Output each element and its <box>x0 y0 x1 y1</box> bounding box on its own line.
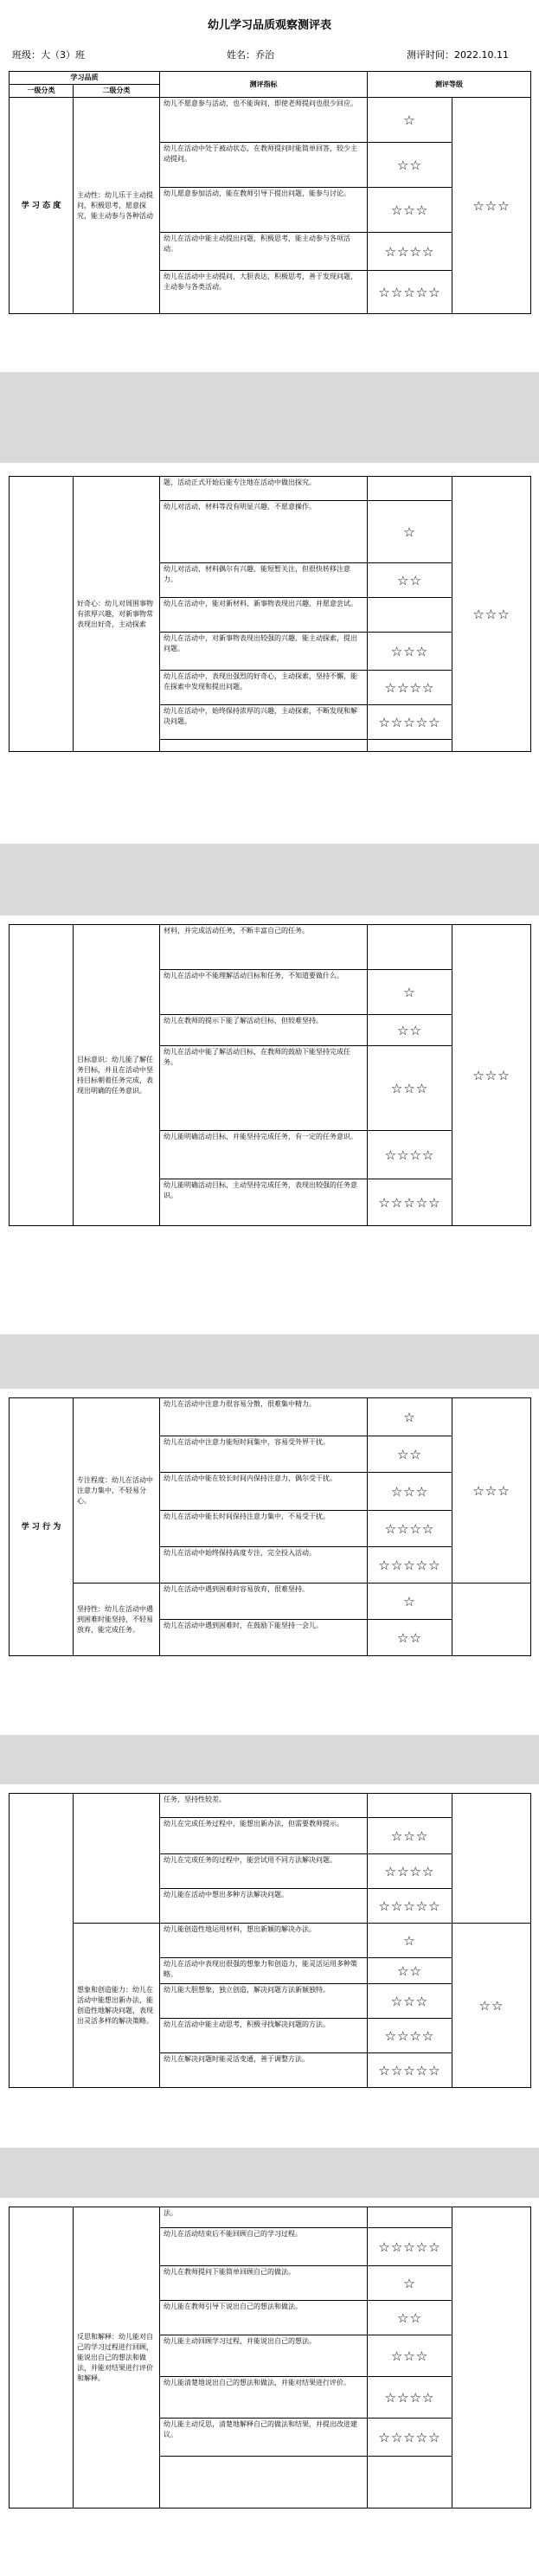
star-rating: ☆☆☆☆☆ <box>368 705 452 740</box>
page-6 <box>0 2198 539 2576</box>
star-rating: ☆☆☆☆☆ <box>368 2419 452 2457</box>
star-rating: ☆☆☆☆☆ <box>368 1547 452 1584</box>
indicator-row: 幼儿在活动中，对新事物表现出较强的兴趣，能主动探索，提出问题。 <box>160 633 368 671</box>
star-rating: ☆☆☆☆☆ <box>368 2053 452 2088</box>
star-rating: ☆☆☆ <box>368 633 452 671</box>
section-initiative: 主动性：幼儿乐于主动提问，积极思考，愿意探究，能主动参与各种活动 <box>74 98 160 314</box>
section-solve: 想象和创造能力：幼儿在活动中能想出新办法，能创造性地解决问题，表现出灵活多样的解决策略。 <box>74 1924 160 2088</box>
star-rating: ☆ <box>368 1924 452 1958</box>
indicator-row: 幼儿能在活动中想出多种方法解决问题。 <box>160 1889 368 1924</box>
star-rating: ☆ <box>368 2266 452 2301</box>
category-blank <box>10 477 74 752</box>
date-label: 测评时间：2022.10.11 <box>407 49 509 61</box>
overall-rating: ☆☆☆ <box>452 98 531 314</box>
overall-rating: ☆☆☆ <box>452 925 531 1226</box>
star-rating: ☆☆☆☆☆ <box>368 1889 452 1924</box>
indicator-row <box>160 2457 368 2509</box>
star-rating: ☆☆☆☆ <box>368 233 452 271</box>
page-gap <box>0 372 539 463</box>
indicator-row: 幼儿对活动，材料等没有明显兴趣，不愿意操作。 <box>160 501 368 563</box>
section-goal: 目标意识：幼儿能了解任务目标，并且在活动中坚持目标朝着任务完成，表现出明确的任务意识。 <box>74 925 160 1226</box>
star-rating: ☆☆☆☆☆ <box>368 271 452 314</box>
star-rating: ☆☆☆☆ <box>368 1511 452 1547</box>
indicator-row: 幼儿在活动中，始终保持浓厚的兴趣，主动探索，不断发现和解决问题。 <box>160 705 368 740</box>
indicator-row: 幼儿能主动反思，清楚地解释自己的做法和结果，并提出改进建议。 <box>160 2419 368 2457</box>
indicator-header: 测评指标 <box>160 72 368 98</box>
indicator-row: 幼儿在活动中，表现出强烈的好奇心，主动探索，坚持不懈，能在探索中发现和提出问题。 <box>160 671 368 705</box>
level-header: 测评等级 <box>368 72 531 98</box>
level2-header: 二级分类 <box>74 85 160 98</box>
section-blank <box>74 1794 160 1924</box>
star-rating: ☆ <box>368 98 452 143</box>
page-1 <box>0 0 539 372</box>
indicator-row: 幼儿在完成任务的过程中，能尝试用不同方法解决问题。 <box>160 1854 368 1889</box>
star-rating: ☆☆☆☆ <box>368 2019 452 2053</box>
indicator-row: 幼儿能主动回顾学习过程，并能说出自己的想法。 <box>160 2335 368 2377</box>
indicator-row: 幼儿能明确活动目标，并能坚持完成任务，有一定的任务意识。 <box>160 1131 368 1179</box>
indicator-row: 幼儿在活动中，能对新材料、新事物表现出兴趣，并愿意尝试。 <box>160 598 368 633</box>
indicator-row: 幼儿在活动中遇到困难时，在鼓励下能坚持一会儿。 <box>160 1620 368 1656</box>
star-rating: ☆☆☆ <box>368 2335 452 2377</box>
class-label: 班级：大（3）班 <box>12 49 85 61</box>
star-rating <box>368 925 452 970</box>
indicator-row: 幼儿不愿意参与活动，也不能询问，即使老师提问也很少回应。 <box>160 98 368 143</box>
star-rating: ☆☆ <box>368 1620 452 1656</box>
page-gap <box>0 1334 539 1389</box>
star-rating: ☆☆☆☆ <box>368 1854 452 1889</box>
indicator-row: 幼儿在解决问题时能灵活变通，善于调整方法。 <box>160 2053 368 2088</box>
indicator-row: 幼儿能大胆想象，独立创造，解决问题方法新颖独特。 <box>160 1984 368 2019</box>
section-curiosity: 好奇心：幼儿对周围事物有浓厚兴趣，对新事物常表现出好奇，主动探索 <box>74 477 160 752</box>
section-persist: 坚持性：幼儿在活动中遇到困难时能坚持，不轻易放弃，能完成任务。 <box>74 1584 160 1656</box>
overall-rating: ☆☆ <box>452 1924 531 2088</box>
overall-rating: ☆☆☆ <box>452 1398 531 1584</box>
indicator-row: 幼儿在活动中能了解活动目标，在教师的鼓励下能坚持完成任务。 <box>160 1046 368 1131</box>
indicator-row: 幼儿愿意参加活动，能在教师引导下提出问题，能参与讨论。 <box>160 188 368 233</box>
category-attitude: 学 习 态 度 <box>10 98 74 314</box>
indicator-row: 幼儿能在教师引导下说出自己的想法和做法。 <box>160 2301 368 2335</box>
category-blank <box>10 925 74 1226</box>
star-rating: ☆☆ <box>368 2301 452 2335</box>
quality-header: 学习品质 <box>10 72 160 85</box>
assessment-table-6 <box>9 2207 531 2509</box>
category-blank <box>10 2207 74 2509</box>
indicator-row: 幼儿对活动，材料偶尔有兴趣，能短暂关注，但很快转移注意力。 <box>160 563 368 598</box>
indicator-row: 幼儿在活动中遇到困难时容易放弃，很难坚持。 <box>160 1584 368 1620</box>
level1-header: 一级分类 <box>10 85 74 98</box>
star-rating: ☆☆ <box>368 563 452 598</box>
indicator-row: 法。 <box>160 2207 368 2228</box>
overall-rating <box>452 1584 531 1656</box>
star-rating: ☆ <box>368 970 452 1015</box>
indicator-row: 幼儿在活动中处于被动状态，在教师提问时能简单回答，较少主动提问。 <box>160 143 368 188</box>
overall-rating <box>452 2207 531 2509</box>
indicator-row: 幼儿在活动中能主动思考，积极寻找解决问题的方法。 <box>160 2019 368 2053</box>
assessment-table-4 <box>9 1397 531 1656</box>
star-rating: ☆☆ <box>368 1436 452 1473</box>
star-rating: ☆☆☆☆☆ <box>368 2228 452 2266</box>
assessment-table-3 <box>9 924 531 1226</box>
page-5 <box>0 1784 539 2148</box>
name-label: 姓名：乔治 <box>227 49 274 61</box>
star-rating: ☆☆☆ <box>368 1984 452 2019</box>
indicator-row <box>160 740 368 752</box>
indicator-row: 幼儿在活动中不能理解活动目标和任务，不知道要做什么。 <box>160 970 368 1015</box>
assessment-table-2 <box>9 476 531 752</box>
category-blank <box>10 1794 74 2088</box>
star-rating: ☆☆☆ <box>368 1473 452 1511</box>
indicator-row: 幼儿在活动中注意力能短时间集中，容易受外界干扰。 <box>160 1436 368 1473</box>
page-gap <box>0 2148 539 2198</box>
indicator-row: 幼儿在活动结束后不能回顾自己的学习过程。 <box>160 2228 368 2266</box>
star-rating: ☆ <box>368 1584 452 1620</box>
indicator-row: 幼儿在活动中主动提问，大胆表达，积极思考，善于发现问题，主动参与各类活动。 <box>160 271 368 314</box>
overall-rating <box>452 1794 531 1924</box>
star-rating <box>368 740 452 752</box>
section-focus: 专注程度：幼儿在活动中注意力集中，不轻易分心。 <box>74 1398 160 1584</box>
indicator-row: 幼儿在活动中始终保持高度专注，完全投入活动。 <box>160 1547 368 1584</box>
indicator-row: 幼儿在活动中表现出很强的想象力和创造力，能灵活运用多种策略。 <box>160 1958 368 1984</box>
star-rating: ☆☆☆ <box>368 1818 452 1854</box>
assessment-table-5 <box>9 1793 531 2088</box>
category-behavior: 学 习 行 为 <box>10 1398 74 1656</box>
star-rating <box>368 2207 452 2228</box>
star-rating: ☆ <box>368 1398 452 1436</box>
overall-rating: ☆☆☆ <box>452 477 531 752</box>
page-3 <box>0 915 539 1334</box>
indicator-row: 幼儿在活动中注意力很容易分散，很难集中精力。 <box>160 1398 368 1436</box>
indicator-row: 任务，坚持性较差。 <box>160 1794 368 1818</box>
star-rating: ☆☆ <box>368 1015 452 1046</box>
assessment-table-1 <box>9 71 531 314</box>
indicator-row: 题，活动正式开始后能专注地在活动中做出探究。 <box>160 477 368 501</box>
star-rating <box>368 2457 452 2509</box>
star-rating: ☆☆☆☆ <box>368 2377 452 2419</box>
indicator-row: 幼儿在教师提问下能简单回顾自己的做法。 <box>160 2266 368 2301</box>
document-title: 幼儿学习品质观察测评表 <box>207 19 331 32</box>
indicator-row: 幼儿能明确活动目标，主动坚持完成任务，表现出较强的任务意识。 <box>160 1179 368 1226</box>
star-rating <box>368 477 452 501</box>
indicator-row: 幼儿在活动中能主动提出问题，积极思考，能主动参与各项活动。 <box>160 233 368 271</box>
indicator-row: 材料，并完成活动任务，不断丰富自己的任务。 <box>160 925 368 970</box>
indicator-row: 幼儿在活动中能长时间保持注意力集中，不易受干扰。 <box>160 1511 368 1547</box>
star-rating: ☆☆ <box>368 143 452 188</box>
star-rating: ☆☆☆☆ <box>368 671 452 705</box>
star-rating: ☆ <box>368 501 452 563</box>
section-reflect: 反思和解释：幼儿能对自己的学习过程进行回顾，能说出自己的想法和做法，并能对结果进行评价和解释。 <box>74 2207 160 2509</box>
star-rating: ☆☆ <box>368 1958 452 1984</box>
page-gap <box>0 844 539 915</box>
indicator-row: 幼儿能创造性地运用材料，想出新颖的解决办法。 <box>160 1924 368 1958</box>
star-rating: ☆☆☆☆ <box>368 1131 452 1179</box>
indicator-row: 幼儿能清楚地说出自己的想法和做法，并能对结果进行评价。 <box>160 2377 368 2419</box>
star-rating <box>368 1794 452 1818</box>
indicator-row: 幼儿在教师的提示下能了解活动目标，但较难坚持。 <box>160 1015 368 1046</box>
star-rating: ☆☆☆☆☆ <box>368 1179 452 1226</box>
star-rating: ☆☆☆ <box>368 188 452 233</box>
star-rating: ☆☆☆ <box>368 1046 452 1131</box>
page-4 <box>0 1389 539 1735</box>
indicator-row: 幼儿在完成任务过程中，能想出新办法，但需要教师提示。 <box>160 1818 368 1854</box>
star-rating <box>368 598 452 633</box>
page-2 <box>0 463 539 844</box>
indicator-row: 幼儿在活动中能在较长时间内保持注意力，偶尔受干扰。 <box>160 1473 368 1511</box>
page-gap <box>0 1735 539 1784</box>
